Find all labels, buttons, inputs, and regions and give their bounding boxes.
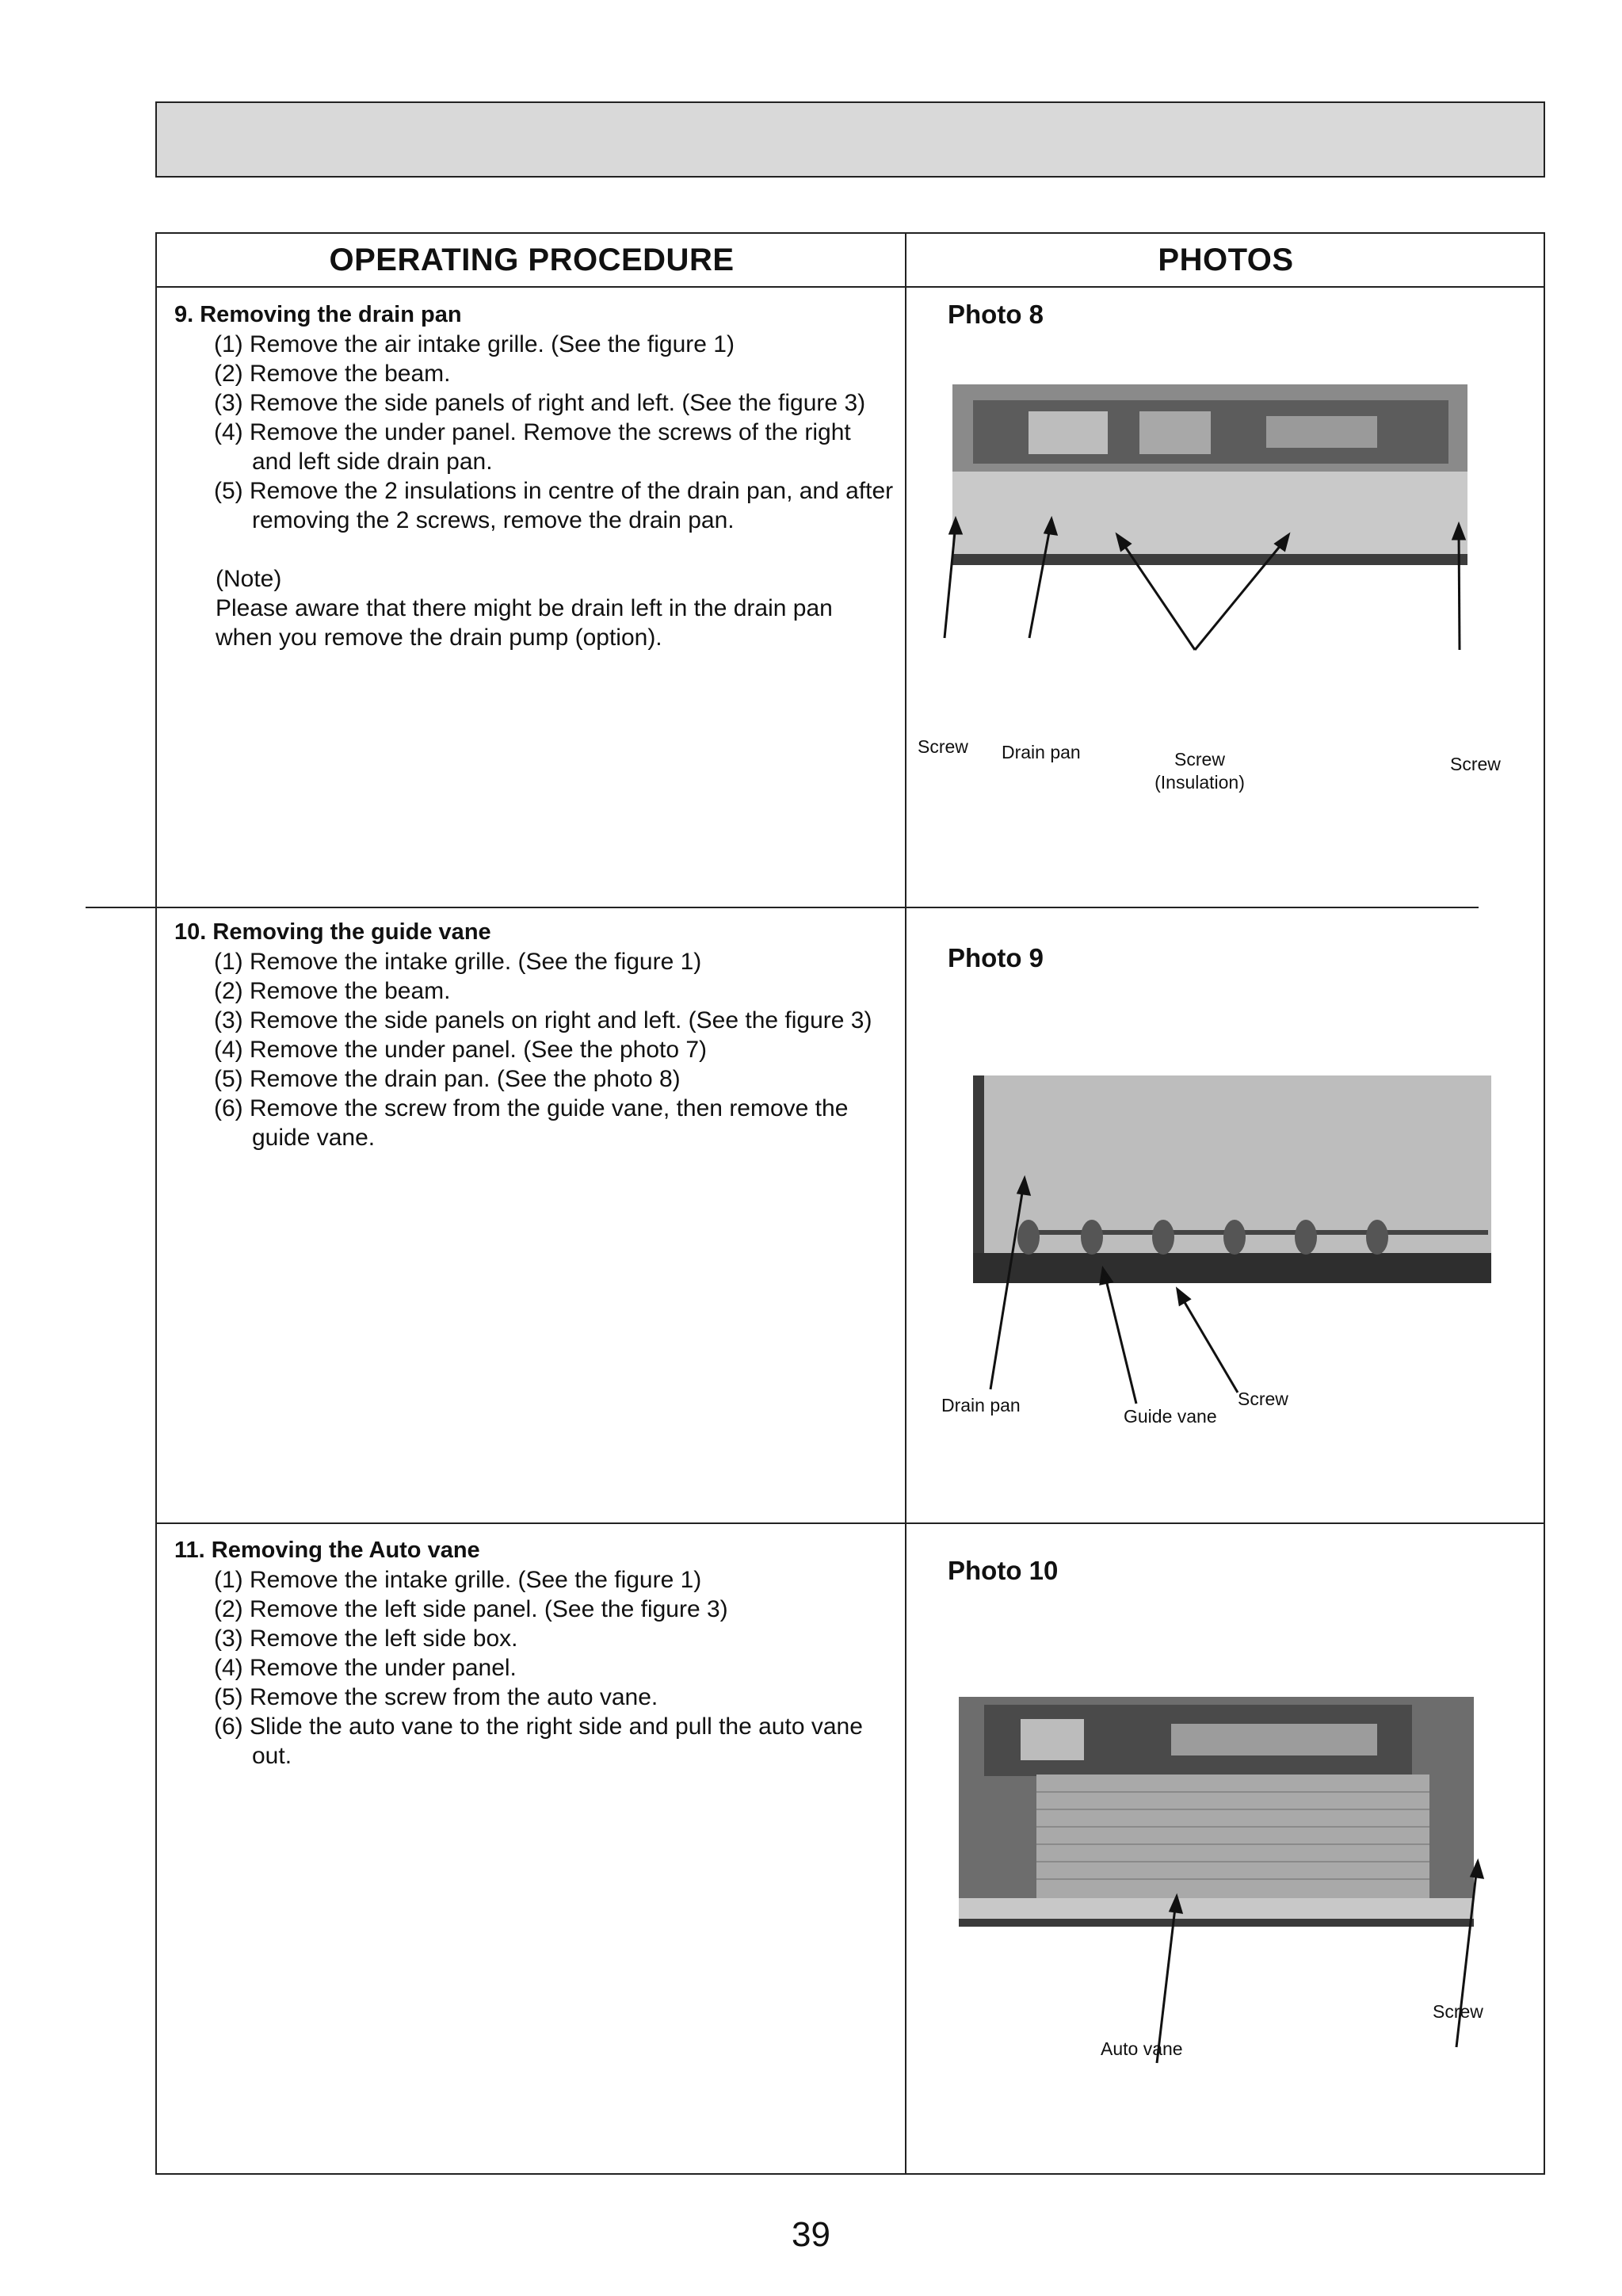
step-item: (4) Remove the under panel. xyxy=(214,1655,517,1681)
section-drain-pan xyxy=(174,300,895,652)
photo-9-label-screw: Screw xyxy=(1238,1389,1288,1409)
photo-8-label-screw-left: Screw xyxy=(918,736,968,757)
photo-9-arrow-screw xyxy=(1180,1294,1238,1392)
photo-9-image xyxy=(933,1066,1536,1438)
section-title: 10. Removing the guide vane xyxy=(174,919,491,945)
row-divider-2 xyxy=(157,1522,1545,1524)
photo-8-arrow-screw-right xyxy=(1459,529,1460,650)
step-item: (1) Remove the air intake grille. (See the figure 1) xyxy=(214,331,735,357)
step-item: (5) Remove the screw from the auto vane. xyxy=(214,1684,658,1710)
step-item: (2) Remove the beam. xyxy=(214,978,451,1004)
step-item: (6) Remove the screw from the guide vane, then remove the guide vane. xyxy=(214,1095,849,1151)
step-item: (2) Remove the left side panel. (See the figure 3) xyxy=(214,1596,728,1622)
photo-10-label-screw: Screw xyxy=(1433,2001,1483,2022)
page-number: 39 xyxy=(792,2215,830,2254)
note-block xyxy=(174,564,895,652)
note-text: Please aware that there might be drain left in the drain pan when you remove the drain pump (option). xyxy=(216,595,833,651)
photo-8-label-screw-center: Screw xyxy=(1174,749,1225,770)
step-item: (3) Remove the side panels on right and left. (See the figure 3) xyxy=(214,1007,872,1033)
step-item: (3) Remove the side panels of right and left. (See the figure 3) xyxy=(214,390,866,416)
section-title: 11. Removing the Auto vane xyxy=(174,1538,480,1563)
step-list xyxy=(174,947,895,1152)
step-item: (5) Remove the drain pan. (See the photo 8) xyxy=(214,1066,681,1092)
photo-8-label-insulation: (Insulation) xyxy=(1154,772,1245,793)
photo-9-title: Photo 9 xyxy=(948,943,1044,972)
photos-heading: PHOTOS xyxy=(906,234,1545,288)
step-item: (1) Remove the intake grille. (See the figure 1) xyxy=(214,1567,702,1593)
column-divider xyxy=(905,234,906,2173)
step-item: (5) Remove the 2 insulations in centre of the drain pan, and after removing the 2 screws, remove the drain pan. xyxy=(214,478,894,533)
step-item: (2) Remove the beam. xyxy=(214,361,451,387)
photo-10-heat-exchanger xyxy=(1036,1775,1429,1901)
note-label: (Note) xyxy=(216,566,282,592)
photo-9-label-guide-vane: Guide vane xyxy=(1124,1406,1217,1427)
step-list xyxy=(174,1565,895,1771)
header-bar xyxy=(155,101,1545,178)
step-list xyxy=(174,330,895,535)
operating-procedure-heading: OPERATING PROCEDURE xyxy=(157,234,906,288)
step-item: (1) Remove the intake grille. (See the figure 1) xyxy=(214,949,702,975)
step-item: (3) Remove the left side box. xyxy=(214,1626,518,1652)
section-title: 9. Removing the drain pan xyxy=(174,302,462,327)
section-auto-vane xyxy=(174,1536,895,1771)
photo-9-arrow-guide-vane xyxy=(1105,1274,1136,1404)
section-guide-vane xyxy=(174,918,895,1152)
photo-10-label-auto-vane: Auto vane xyxy=(1101,2038,1183,2059)
procedure-table xyxy=(155,232,1545,2175)
photo-10-title: Photo 10 xyxy=(948,1556,1059,1585)
photo-8-image xyxy=(933,376,1536,678)
photo-8-title: Photo 8 xyxy=(948,300,1044,329)
photo-10-auto-vane xyxy=(959,1898,1474,1920)
photo-8-label-screw-right: Screw xyxy=(1450,754,1501,774)
row-divider-1 xyxy=(86,907,1479,908)
photo-8-drain-pan xyxy=(952,472,1467,559)
step-item: (4) Remove the under panel. (See the photo 7) xyxy=(214,1037,708,1063)
step-item: (6) Slide the auto vane to the right side and pull the auto vane out. xyxy=(214,1713,863,1769)
step-item: (4) Remove the under panel. Remove the screws of the right and left side drain pan. xyxy=(214,419,851,475)
photo-8-label-drain-pan: Drain pan xyxy=(1002,742,1081,762)
photo-8-arrow-screw-left xyxy=(945,524,956,638)
photo-9-label-drain-pan: Drain pan xyxy=(941,1395,1021,1415)
